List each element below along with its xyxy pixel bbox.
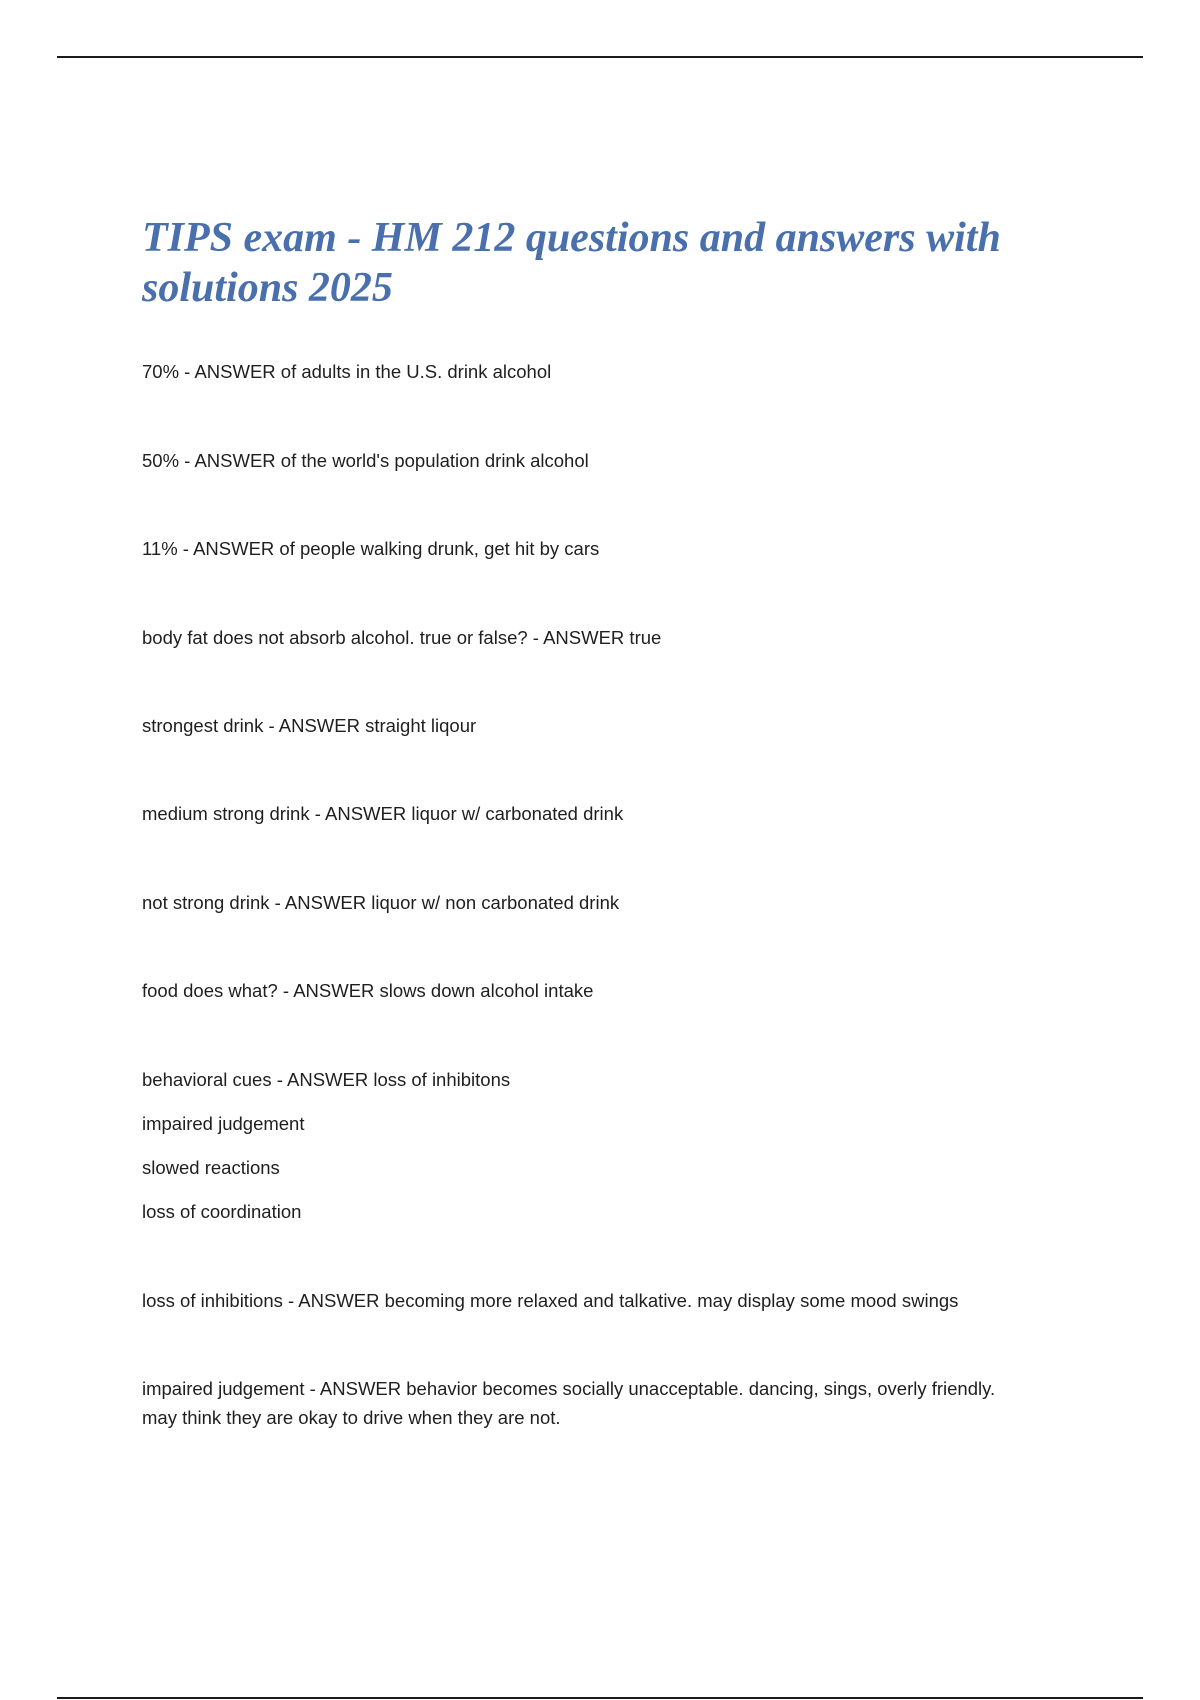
header-rule	[57, 56, 1143, 58]
qa-item: 11% - ANSWER of people walking drunk, get hit by cars	[142, 538, 600, 559]
qa-subitem: loss of coordination	[142, 1201, 302, 1222]
footer-rule	[57, 1697, 1143, 1699]
qa-item: impaired judgement - ANSWER behavior becomes socially unacceptable. dancing, sings, overly friendly. may think they are okay to drive when they are not.	[142, 1378, 996, 1428]
qa-item: food does what? - ANSWER slows down alcohol intake	[142, 980, 594, 1001]
qa-item: behavioral cues - ANSWER loss of inhibitons	[142, 1069, 511, 1090]
qa-item: body fat does not absorb alcohol. true or false? - ANSWER true	[142, 627, 662, 648]
qa-item: strongest drink - ANSWER straight liqour	[142, 715, 477, 736]
qa-subitem: impaired judgement	[142, 1113, 305, 1134]
qa-item: loss of inhibitions - ANSWER becoming more relaxed and talkative. may display some mood swings	[142, 1290, 959, 1311]
qa-item: medium strong drink - ANSWER liquor w/ carbonated drink	[142, 803, 624, 824]
qa-item: 50% - ANSWER of the world's population drink alcohol	[142, 450, 589, 471]
document-title: TIPS exam - HM 212 questions and answers with solutions 2025	[142, 215, 1001, 311]
qa-subitem: slowed reactions	[142, 1157, 280, 1178]
qa-item: not strong drink - ANSWER liquor w/ non carbonated drink	[142, 892, 620, 913]
qa-item: 70% - ANSWER of adults in the U.S. drink alcohol	[142, 361, 552, 382]
